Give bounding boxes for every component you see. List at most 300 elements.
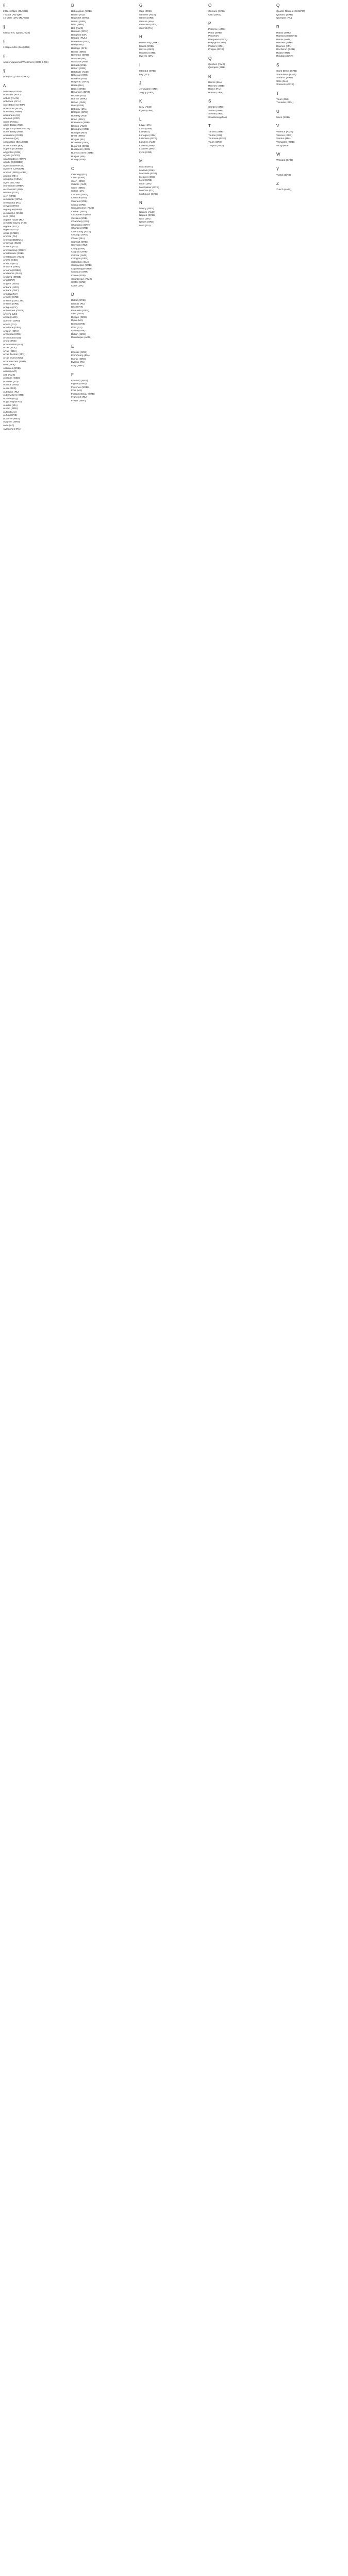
index-entry[interactable]: Andorra (SRBB) xyxy=(3,276,22,279)
index-entry[interactable]: Fontainebleau (SRB) xyxy=(71,393,95,396)
index-entry[interactable]: Ankara (CNF) xyxy=(3,290,19,293)
index-entry[interactable]: Palerme (AMS) xyxy=(208,28,226,31)
index-entry[interactable]: Madrid (SRK) xyxy=(139,169,155,172)
index-entry[interactable]: Compiègne (SRB) xyxy=(71,264,92,267)
index-entry[interactable]: Bruges (RU) xyxy=(71,138,86,141)
index-entry[interactable]: 2 Decembrie (RU-KG) xyxy=(3,10,28,13)
index-entry[interactable]: Beauvais (RU) xyxy=(71,61,88,64)
index-entry[interactable]: Londres (AMS) xyxy=(139,141,156,144)
index-entry[interactable]: Barrage (SFK) xyxy=(71,47,88,50)
index-entry[interactable]: Bagnolet (SRK) xyxy=(71,17,89,20)
index-entry[interactable]: Aubagne (RU) xyxy=(3,391,20,394)
index-entry[interactable]: Prague (SRB) xyxy=(208,48,224,52)
index-entry[interactable]: Benares (RU) xyxy=(71,77,87,80)
index-entry[interactable]: Dunkerque (AMS) xyxy=(71,336,92,340)
index-entry[interactable]: Amiens (RU) xyxy=(3,245,18,248)
index-entry[interactable]: Antwerpen (GEEL) xyxy=(3,310,25,313)
index-entry[interactable]: Quimper (SRB) xyxy=(208,66,226,70)
index-entry[interactable]: Versailles (SRB) xyxy=(276,141,295,144)
index-entry[interactable]: Bastia (SRB) xyxy=(71,50,86,54)
index-entry[interactable]: Aégyptes (RSB) xyxy=(3,151,22,154)
index-entry[interactable]: Augsburg (BVG) xyxy=(3,401,22,404)
index-entry[interactable]: Troyes (AMS) xyxy=(208,144,224,147)
index-entry[interactable]: Auxerre (AMS) xyxy=(3,417,20,420)
index-entry[interactable]: Bucarest (SRB) xyxy=(71,145,89,148)
index-entry[interactable]: Périgueux (SRB) xyxy=(208,38,227,41)
index-entry[interactable]: Naples (SRB) xyxy=(139,214,155,217)
index-entry[interactable]: Ammanwing (SRKN) xyxy=(3,249,27,252)
index-entry[interactable]: Ammar (RU) xyxy=(3,235,18,239)
index-entry[interactable]: Belgrade (AMS) xyxy=(71,71,89,74)
index-entry[interactable]: Beaune (MA) xyxy=(71,57,86,60)
index-entry[interactable]: Quimper (RU) xyxy=(276,17,292,20)
index-entry[interactable]: Bourges (MA) xyxy=(71,131,87,134)
index-entry[interactable]: Babaugeon (SRB) xyxy=(71,10,92,13)
index-entry[interactable]: Aabben (AOFM) xyxy=(3,90,22,93)
index-entry[interactable]: Alert (MFB) xyxy=(3,195,16,198)
index-entry[interactable]: Dublin (SRB) xyxy=(71,333,86,336)
index-entry[interactable]: Caire (SRB) xyxy=(71,187,85,190)
index-entry[interactable]: Amsterdam (AMS) xyxy=(3,256,24,259)
index-entry[interactable]: Biarritz (SRK) xyxy=(71,98,87,101)
index-entry[interactable]: Pau (MA) xyxy=(208,35,219,38)
index-entry[interactable]: Évry (SRK) xyxy=(71,364,84,367)
index-entry[interactable]: Lyon (SRB) xyxy=(139,151,153,154)
index-entry[interactable]: Colombes (MA) xyxy=(71,261,89,264)
index-entry[interactable]: Kyoto (SRB) xyxy=(139,109,154,112)
index-entry[interactable]: Abbottes (AF-U) xyxy=(3,94,22,97)
index-entry[interactable]: Bâle (SRB) xyxy=(71,24,84,27)
index-entry[interactable]: Auch (SSS) xyxy=(3,387,16,390)
index-entry[interactable]: Nancy (SRB) xyxy=(139,208,154,211)
index-entry[interactable]: Alegrete Savey (KSI) xyxy=(3,222,27,225)
index-entry[interactable]: Annaba (MA) xyxy=(3,293,18,296)
index-entry[interactable]: Tours (SRB) xyxy=(208,141,222,144)
index-entry[interactable]: Limoges (SRK) xyxy=(139,134,157,137)
index-entry[interactable]: Bilbao (AMS) xyxy=(71,101,86,104)
index-entry[interactable]: Aberdahre (CHMP) xyxy=(3,104,25,107)
index-entry[interactable]: Ivry (RU) xyxy=(139,73,150,76)
index-entry[interactable]: Dax (SRK) xyxy=(71,306,84,309)
index-entry[interactable]: Gap (SRB) xyxy=(139,10,152,13)
index-entry[interactable]: Orléans (SRK) xyxy=(208,10,225,13)
index-entry[interactable]: Istanbul (SRB) xyxy=(139,70,156,73)
index-entry[interactable]: Reims (MA) xyxy=(208,81,222,84)
index-entry[interactable]: Ankara (AGS) xyxy=(3,286,19,289)
index-entry[interactable]: Cholet (MA) xyxy=(71,238,85,240)
index-entry[interactable]: Calais (MA) xyxy=(71,190,85,193)
index-entry[interactable]: Baden (RU) xyxy=(71,13,85,16)
index-entry[interactable]: Meaux (AMS) xyxy=(139,176,155,179)
index-entry[interactable]: Alexander (SRM) xyxy=(3,198,23,201)
index-entry[interactable]: Rochefort (SRB) xyxy=(276,48,295,52)
index-entry[interactable]: Rouen (SRK) xyxy=(208,91,224,94)
index-entry[interactable]: Ablas Balap (RU) xyxy=(3,131,23,134)
index-entry[interactable]: Francfort (RU) xyxy=(71,396,88,399)
index-entry[interactable]: Ancona (RU) xyxy=(3,262,18,265)
index-entry[interactable]: Québec (AMS) xyxy=(208,63,225,66)
index-entry[interactable]: Berne (SRB) xyxy=(71,88,86,91)
index-entry[interactable]: Hyères (MA) xyxy=(139,55,154,58)
index-entry[interactable]: Blois (SRB) xyxy=(71,105,85,108)
index-entry[interactable]: Chambéry (RU) xyxy=(71,221,89,224)
index-entry[interactable]: Aluminium (SRBK) xyxy=(3,185,24,188)
index-entry[interactable]: Wissant (SRK) xyxy=(276,159,293,162)
index-entry[interactable]: Cherbourg (AMS) xyxy=(71,230,91,233)
index-entry[interactable]: Addis Ababa (BY) xyxy=(3,144,23,147)
index-entry[interactable]: Aberlad (CHMP) xyxy=(3,111,22,114)
index-entry[interactable]: Aurillac (MA) xyxy=(3,404,18,407)
index-entry[interactable]: Kiev (AMS) xyxy=(139,106,152,109)
index-entry[interactable]: Écosse (SRB) xyxy=(71,351,87,354)
index-entry[interactable]: Arras Tucson (SFK) xyxy=(3,353,25,357)
index-entry[interactable]: Saumur (SRB) xyxy=(276,77,293,80)
index-entry[interactable]: Carcassonne (AMS) xyxy=(71,207,94,210)
index-entry[interactable]: Olimar 6 C (Q) (AU-MS) xyxy=(3,31,30,35)
index-entry[interactable]: Aubervilliers (SRB) xyxy=(3,394,25,397)
index-entry[interactable]: Bombay (RU) xyxy=(71,114,87,117)
index-entry[interactable]: Fréjus (SRK) xyxy=(71,399,86,402)
index-entry[interactable]: Abreunes (AU) xyxy=(3,114,20,117)
index-entry[interactable]: Autun (SRB) xyxy=(3,414,18,417)
index-entry[interactable]: Courbevoie (AMS) xyxy=(71,278,92,281)
index-entry[interactable]: Épinal (SRB) xyxy=(71,358,86,361)
index-entry[interactable]: Arromanches (SRB) xyxy=(3,360,26,363)
index-entry[interactable]: Reims (AMS) xyxy=(276,38,292,41)
index-entry[interactable]: Milan (MA) xyxy=(139,182,152,185)
index-entry[interactable]: Asti (AMS) xyxy=(3,374,15,377)
index-entry[interactable]: Bergerac (SRB) xyxy=(71,81,89,84)
index-entry[interactable]: Perpignan (RU) xyxy=(208,42,226,45)
index-entry[interactable]: Toulouse (SRK) xyxy=(208,138,226,141)
index-entry[interactable]: Abbotsbol (AU-M) xyxy=(3,107,23,110)
index-entry[interactable]: Agadir (AOFP) xyxy=(3,155,20,158)
index-entry[interactable]: Algeria (SSC) xyxy=(3,225,19,228)
index-entry[interactable]: Deauville (SRB) xyxy=(71,309,89,312)
index-entry[interactable]: Cuba (MA) xyxy=(71,284,84,287)
index-entry[interactable]: Cologne (SRB) xyxy=(71,258,88,261)
index-entry[interactable]: Rennes (SRB) xyxy=(276,42,293,45)
index-entry[interactable]: Boulogne (SRB) xyxy=(71,128,90,131)
index-entry[interactable]: Ammon (BZBMU) xyxy=(3,239,23,242)
index-entry[interactable]: Arcachon (AJB) xyxy=(3,336,21,340)
index-entry[interactable]: Évreux (RU) xyxy=(71,361,85,364)
index-entry[interactable]: Buenos Aires (SRB) xyxy=(71,151,94,155)
index-entry[interactable]: Albanie (MA) xyxy=(3,175,18,178)
index-entry[interactable]: Arles (SRB) xyxy=(3,340,16,343)
index-entry[interactable]: Joigny (SRB) xyxy=(139,91,154,94)
index-entry[interactable]: Dijon (MA) xyxy=(71,319,84,323)
index-entry[interactable]: Adrenaline (BKASKO) xyxy=(3,141,28,144)
index-entry[interactable]: Castres (SRB) xyxy=(71,217,88,220)
index-entry[interactable]: Créteil (SRB) xyxy=(71,281,86,284)
index-entry[interactable]: Hambourg (SRK) xyxy=(139,42,159,45)
index-entry[interactable]: Athènes (SSB) xyxy=(3,377,20,380)
index-entry[interactable]: Colmar (AMS) xyxy=(71,254,87,257)
index-entry[interactable]: Honfleur (SRB) xyxy=(139,52,157,55)
index-entry[interactable]: Niort (RU) xyxy=(139,224,151,227)
index-entry[interactable]: Agarhaddes (AOFP) xyxy=(3,158,26,161)
index-entry[interactable]: Apennin (SRM) xyxy=(3,320,21,323)
index-entry[interactable]: Lens (SRB) xyxy=(139,127,153,130)
index-entry[interactable]: Soissons (SRB) xyxy=(276,83,294,87)
index-entry[interactable]: Agrinon (UHARSL) xyxy=(3,164,25,167)
index-entry[interactable]: Antibes (GBCLUE) xyxy=(3,299,25,302)
index-entry[interactable]: Ancona (SRBB) xyxy=(3,269,21,272)
index-entry[interactable]: Athènes (RU) xyxy=(3,380,19,383)
index-entry[interactable]: Douai (SRK) xyxy=(71,330,86,333)
index-entry[interactable]: Marseille (SRB) xyxy=(139,173,157,176)
index-entry[interactable]: Fécamp (SRB) xyxy=(71,379,88,382)
index-entry[interactable]: Damas (RU) xyxy=(71,302,86,306)
index-entry[interactable]: Hanoï (SRB) xyxy=(139,45,154,48)
index-entry[interactable]: Quatre-Routes (CHMPM) xyxy=(276,10,305,13)
index-entry[interactable]: Abies Balap (RU) xyxy=(3,124,23,127)
index-entry[interactable]: Alexandria (RU) xyxy=(3,201,21,205)
index-entry[interactable]: Édimbourg (MA) xyxy=(71,354,90,358)
index-entry[interactable]: Bamako (SRK) xyxy=(71,30,88,33)
index-entry[interactable]: Ampyrad (SUB) xyxy=(3,242,21,245)
index-entry[interactable]: Cluny (SRK) xyxy=(71,247,86,250)
index-entry[interactable]: Strasbourg (MA) xyxy=(208,116,227,119)
index-entry[interactable]: Avranches (RU) xyxy=(3,428,21,431)
index-entry[interactable]: Nîmes (SRB) xyxy=(139,221,154,224)
index-entry[interactable]: Auchan (BQ) xyxy=(3,397,18,400)
index-entry[interactable]: Aquitaine (SFK) xyxy=(3,327,21,330)
index-entry[interactable]: Chamonix (SRK) xyxy=(71,224,90,227)
index-entry[interactable]: Antibes (SRB) xyxy=(3,303,19,306)
index-entry[interactable]: Rennes (SRB) xyxy=(208,84,225,88)
index-entry[interactable]: Roanne (MA) xyxy=(276,45,292,48)
index-entry[interactable]: Albania (RUL) xyxy=(3,192,19,195)
index-entry[interactable]: Sète (MA) xyxy=(276,80,288,83)
index-entry[interactable]: Grasse (MA) xyxy=(139,20,154,23)
index-entry[interactable]: Genève (AMS) xyxy=(139,13,156,16)
index-entry[interactable]: Florence (SRB) xyxy=(71,386,89,389)
index-entry[interactable]: Bangkok (MA) xyxy=(71,33,87,37)
index-entry[interactable]: Aleypo (SRG) xyxy=(3,205,19,208)
index-entry[interactable]: Anvers (MN) xyxy=(3,313,18,316)
index-entry[interactable]: Gênes (SRB) xyxy=(139,17,155,20)
index-entry[interactable]: Figeac (AMS) xyxy=(71,383,87,386)
index-entry[interactable]: Yvetot (SRB) xyxy=(276,174,291,177)
index-entry[interactable]: Bayonne (SRB) xyxy=(71,54,89,57)
index-entry[interactable]: Aqaba (RU) xyxy=(3,323,16,326)
index-entry[interactable]: Lille (RU) xyxy=(139,131,150,134)
index-entry[interactable]: Calcutta (SRB) xyxy=(71,193,88,196)
index-entry[interactable]: Abgyrkos (ANMUFSUB) xyxy=(3,127,30,130)
index-entry[interactable]: Bali (AMS) xyxy=(71,27,84,30)
index-entry[interactable]: Saint-Malo (AMS) xyxy=(276,73,296,76)
index-entry[interactable]: Cantal (SRB) xyxy=(71,204,86,207)
index-entry[interactable]: Mâcon (RU) xyxy=(139,166,153,169)
index-entry[interactable]: Lourdes (MA) xyxy=(139,148,155,151)
index-entry[interactable]: Belfort (SRB) xyxy=(71,67,86,71)
index-entry[interactable]: Abbott (AU-M) xyxy=(3,97,20,100)
index-entry[interactable]: Alkad (SRBE) xyxy=(3,232,19,235)
index-entry[interactable]: Cognac (SRB) xyxy=(71,251,88,254)
index-entry[interactable]: Adjams (SUNBB) xyxy=(3,148,23,151)
index-entry[interactable]: Metz (SRB) xyxy=(139,179,153,182)
index-entry[interactable]: Foix (MA) xyxy=(71,389,82,393)
index-entry[interactable]: Dakar (SRB) xyxy=(71,299,86,302)
index-entry[interactable]: Armentières (MA) xyxy=(3,343,23,346)
index-entry[interactable]: Avignon (SRB) xyxy=(3,421,20,424)
index-entry[interactable]: Moscou (RU) xyxy=(139,190,154,193)
index-entry[interactable]: Havre (AMS) xyxy=(139,48,154,52)
index-entry[interactable]: Cambrai (RU) xyxy=(71,197,87,200)
index-entry[interactable]: Clamart (SRB) xyxy=(71,241,88,244)
index-entry[interactable]: Barcelone (SRB) xyxy=(71,40,90,43)
index-entry[interactable]: Belfast (SRB) xyxy=(71,64,87,67)
index-entry[interactable]: Copenhague (RU) xyxy=(71,267,92,270)
index-entry[interactable]: Uzès (SRB) xyxy=(276,116,290,119)
index-entry[interactable]: Annecy (SRB) xyxy=(3,296,19,299)
index-entry[interactable]: Québec (SRB) xyxy=(276,13,293,16)
index-entry[interactable]: Mulhouse (SRK) xyxy=(139,193,158,196)
index-entry[interactable]: Cannes (SRK) xyxy=(71,200,88,203)
index-entry[interactable]: Brest (SRB) xyxy=(71,135,85,138)
index-entry[interactable]: Laval (MA) xyxy=(139,124,152,127)
index-entry[interactable]: Balard (SRB) xyxy=(71,20,86,23)
index-entry[interactable]: Algiers (SVD) xyxy=(3,229,19,232)
index-entry[interactable]: Caen (SRB) xyxy=(71,180,85,183)
index-entry[interactable]: Burgos (MA) xyxy=(71,155,86,158)
index-entry[interactable]: Ammo (SSS) xyxy=(3,259,18,262)
index-entry[interactable]: Dinan (SRB) xyxy=(71,323,86,326)
index-entry[interactable]: Vichy (RU) xyxy=(276,144,289,147)
index-entry[interactable]: Ang (CNF) xyxy=(3,279,15,282)
index-entry[interactable]: Tarbes (SRB) xyxy=(208,131,224,134)
index-entry[interactable]: Auteuil (AU) xyxy=(3,411,17,414)
index-entry[interactable]: Chicago (SRB) xyxy=(71,234,88,237)
index-entry[interactable]: Séville (SRB) xyxy=(208,113,224,116)
index-entry[interactable]: Bordeaux (SRB) xyxy=(71,122,90,125)
index-entry[interactable]: Arras (RUL) xyxy=(3,347,17,350)
index-entry[interactable]: Sedan (AMS) xyxy=(208,109,224,112)
index-entry[interactable]: 7 Apart (AU-QP) xyxy=(3,13,22,16)
index-entry[interactable]: Paris (SRB) xyxy=(208,31,222,35)
index-entry[interactable]: Zurich (AMS) xyxy=(276,189,291,192)
index-entry[interactable]: Adelaide (QA) xyxy=(3,138,19,141)
index-entry[interactable]: Angers (SUB) xyxy=(3,283,19,285)
index-entry[interactable]: 10 Mars (MA) (RU-KG) xyxy=(3,17,29,20)
index-entry[interactable]: Amsterdam (SRB) xyxy=(3,252,24,256)
index-entry[interactable]: Ahe (SR) (GER-MAKS) xyxy=(3,76,29,79)
index-entry[interactable]: Alexandrie (CNB) xyxy=(3,212,23,215)
index-entry[interactable]: Valence (AMS) xyxy=(276,131,293,134)
index-entry[interactable]: Oslo (SRB) xyxy=(208,13,221,16)
index-entry[interactable]: Berlin (MA) xyxy=(71,84,84,88)
index-entry[interactable]: Ahmad (SRB) (AJBB) xyxy=(3,171,28,174)
index-entry[interactable]: Carnac (SRB) xyxy=(71,210,87,213)
index-entry[interactable]: Agen (BOJTB) xyxy=(3,181,20,184)
index-entry[interactable]: Rodez (RU) xyxy=(276,52,290,55)
index-entry[interactable]: Rambouillet (SRB) xyxy=(276,35,297,38)
index-entry[interactable]: 4 Septembre (MA) (RU) xyxy=(3,46,30,49)
index-entry[interactable]: Assisi (AVC) xyxy=(3,370,18,374)
index-entry[interactable]: Algerique (MKB) xyxy=(3,208,22,211)
index-entry[interactable]: Boston (AMS) xyxy=(71,125,87,128)
index-entry[interactable]: Abrambos (OGD) xyxy=(3,134,23,137)
index-entry[interactable]: Rome (RU) xyxy=(208,88,221,91)
index-entry[interactable]: Après-Vaguemal Wiedmers (GER-E-RE) xyxy=(3,61,48,64)
index-entry[interactable]: Rabat (SRK) xyxy=(276,31,291,35)
index-entry[interactable]: Avila (AF) xyxy=(3,424,14,427)
index-entry[interactable]: Trouville (SRK) xyxy=(276,101,293,105)
index-entry[interactable]: Bobigny (MA) xyxy=(71,108,87,111)
index-entry[interactable]: Arras (SRK) xyxy=(3,350,17,353)
index-entry[interactable]: Vannes (SRB) xyxy=(276,134,292,137)
index-entry[interactable]: Jérusalem (SRK) xyxy=(139,88,159,91)
index-entry[interactable]: Alès (KSL) xyxy=(3,215,15,218)
index-entry[interactable]: Verdun (MA) xyxy=(276,138,291,141)
index-entry[interactable]: Dieppe (SRB) xyxy=(71,316,87,319)
index-entry[interactable]: Bari (AMS) xyxy=(71,44,84,47)
index-entry[interactable]: Dole (RU) xyxy=(71,326,82,329)
index-entry[interactable]: Delft (AMS) xyxy=(71,313,85,316)
index-entry[interactable]: Bellevue (SRK) xyxy=(71,74,89,77)
index-entry[interactable]: Nantes (AMS) xyxy=(139,211,155,214)
index-entry[interactable]: Aggdu (CSSBBB) xyxy=(3,161,23,164)
index-entry[interactable]: Asnières (SRB) xyxy=(3,367,21,370)
index-entry[interactable]: Arcachon (SRK) xyxy=(3,333,22,336)
index-entry[interactable]: Grenoble (SRB) xyxy=(139,24,157,27)
index-entry[interactable]: Saintes (SRB) xyxy=(208,106,224,109)
index-entry[interactable]: Corse (SRB) xyxy=(71,275,86,278)
index-entry[interactable]: Montpellier (SRB) xyxy=(139,186,159,189)
index-entry[interactable]: Abbottes (AF-U) xyxy=(3,100,22,104)
index-entry[interactable]: Andalucía (SUK) xyxy=(3,273,22,276)
index-entry[interactable]: Bonn (SRK) xyxy=(71,118,85,121)
index-entry[interactable]: Aguerre (UANCM) xyxy=(3,168,24,171)
index-entry[interactable]: Guéret (RU) xyxy=(139,27,153,30)
index-entry[interactable]: Andorra (MKB) xyxy=(3,266,20,269)
index-entry[interactable]: Aragon (SRK) xyxy=(3,330,19,333)
index-entry[interactable]: Cadix (SRK) xyxy=(71,177,86,180)
index-entry[interactable]: Nice (MA) xyxy=(139,217,151,221)
index-entry[interactable]: Chartres (SRB) xyxy=(71,227,89,230)
index-entry[interactable]: Alcoholshitz (RU) xyxy=(3,188,23,191)
index-entry[interactable]: Algérie Haute (RU) xyxy=(3,218,25,222)
index-entry[interactable]: Béziers (RU) xyxy=(71,94,86,97)
index-entry[interactable]: Lisbonne (SRB) xyxy=(139,138,157,141)
index-entry[interactable]: Abeiselli (SRG) xyxy=(3,117,21,121)
index-entry[interactable]: Besançon (SRB) xyxy=(71,91,90,94)
index-entry[interactable]: Atlanta (SRB) xyxy=(3,384,19,387)
index-entry[interactable]: Abies (RKSL) xyxy=(3,121,19,124)
index-entry[interactable]: Aosta (AMS) xyxy=(3,316,18,319)
index-entry[interactable]: Casablanca (MA) xyxy=(71,214,91,217)
index-entry[interactable]: Toulon (RU) xyxy=(208,134,222,137)
index-entry[interactable]: Asia (SFK) xyxy=(3,364,15,367)
index-entry[interactable]: Saint-Denis (SRB) xyxy=(276,70,297,73)
index-entry[interactable]: Poitiers (SRK) xyxy=(208,45,224,48)
index-entry[interactable]: Cordoue (SRK) xyxy=(71,271,89,274)
index-entry[interactable]: Cabourg (RU) xyxy=(71,173,87,176)
index-entry[interactable]: Roubaix (SRK) xyxy=(276,55,293,58)
index-entry[interactable]: Bangor (RUL) xyxy=(71,37,87,40)
index-entry[interactable]: Lorient (SRB) xyxy=(139,144,155,147)
index-entry[interactable]: Budapest (AMS) xyxy=(71,148,90,151)
index-entry[interactable]: Bologne (SRB) xyxy=(71,111,88,114)
index-entry[interactable]: Arras Ouest (MN) xyxy=(3,357,23,360)
index-entry[interactable]: Tours (RU) xyxy=(276,98,289,101)
index-entry[interactable]: Antigua (CZ) xyxy=(3,306,18,309)
index-entry[interactable]: Clermont (RU) xyxy=(71,244,88,247)
index-entry[interactable]: Agustinoi (ASMU) xyxy=(3,178,23,181)
index-entry[interactable]: Bruxelles (SRK) xyxy=(71,142,89,145)
